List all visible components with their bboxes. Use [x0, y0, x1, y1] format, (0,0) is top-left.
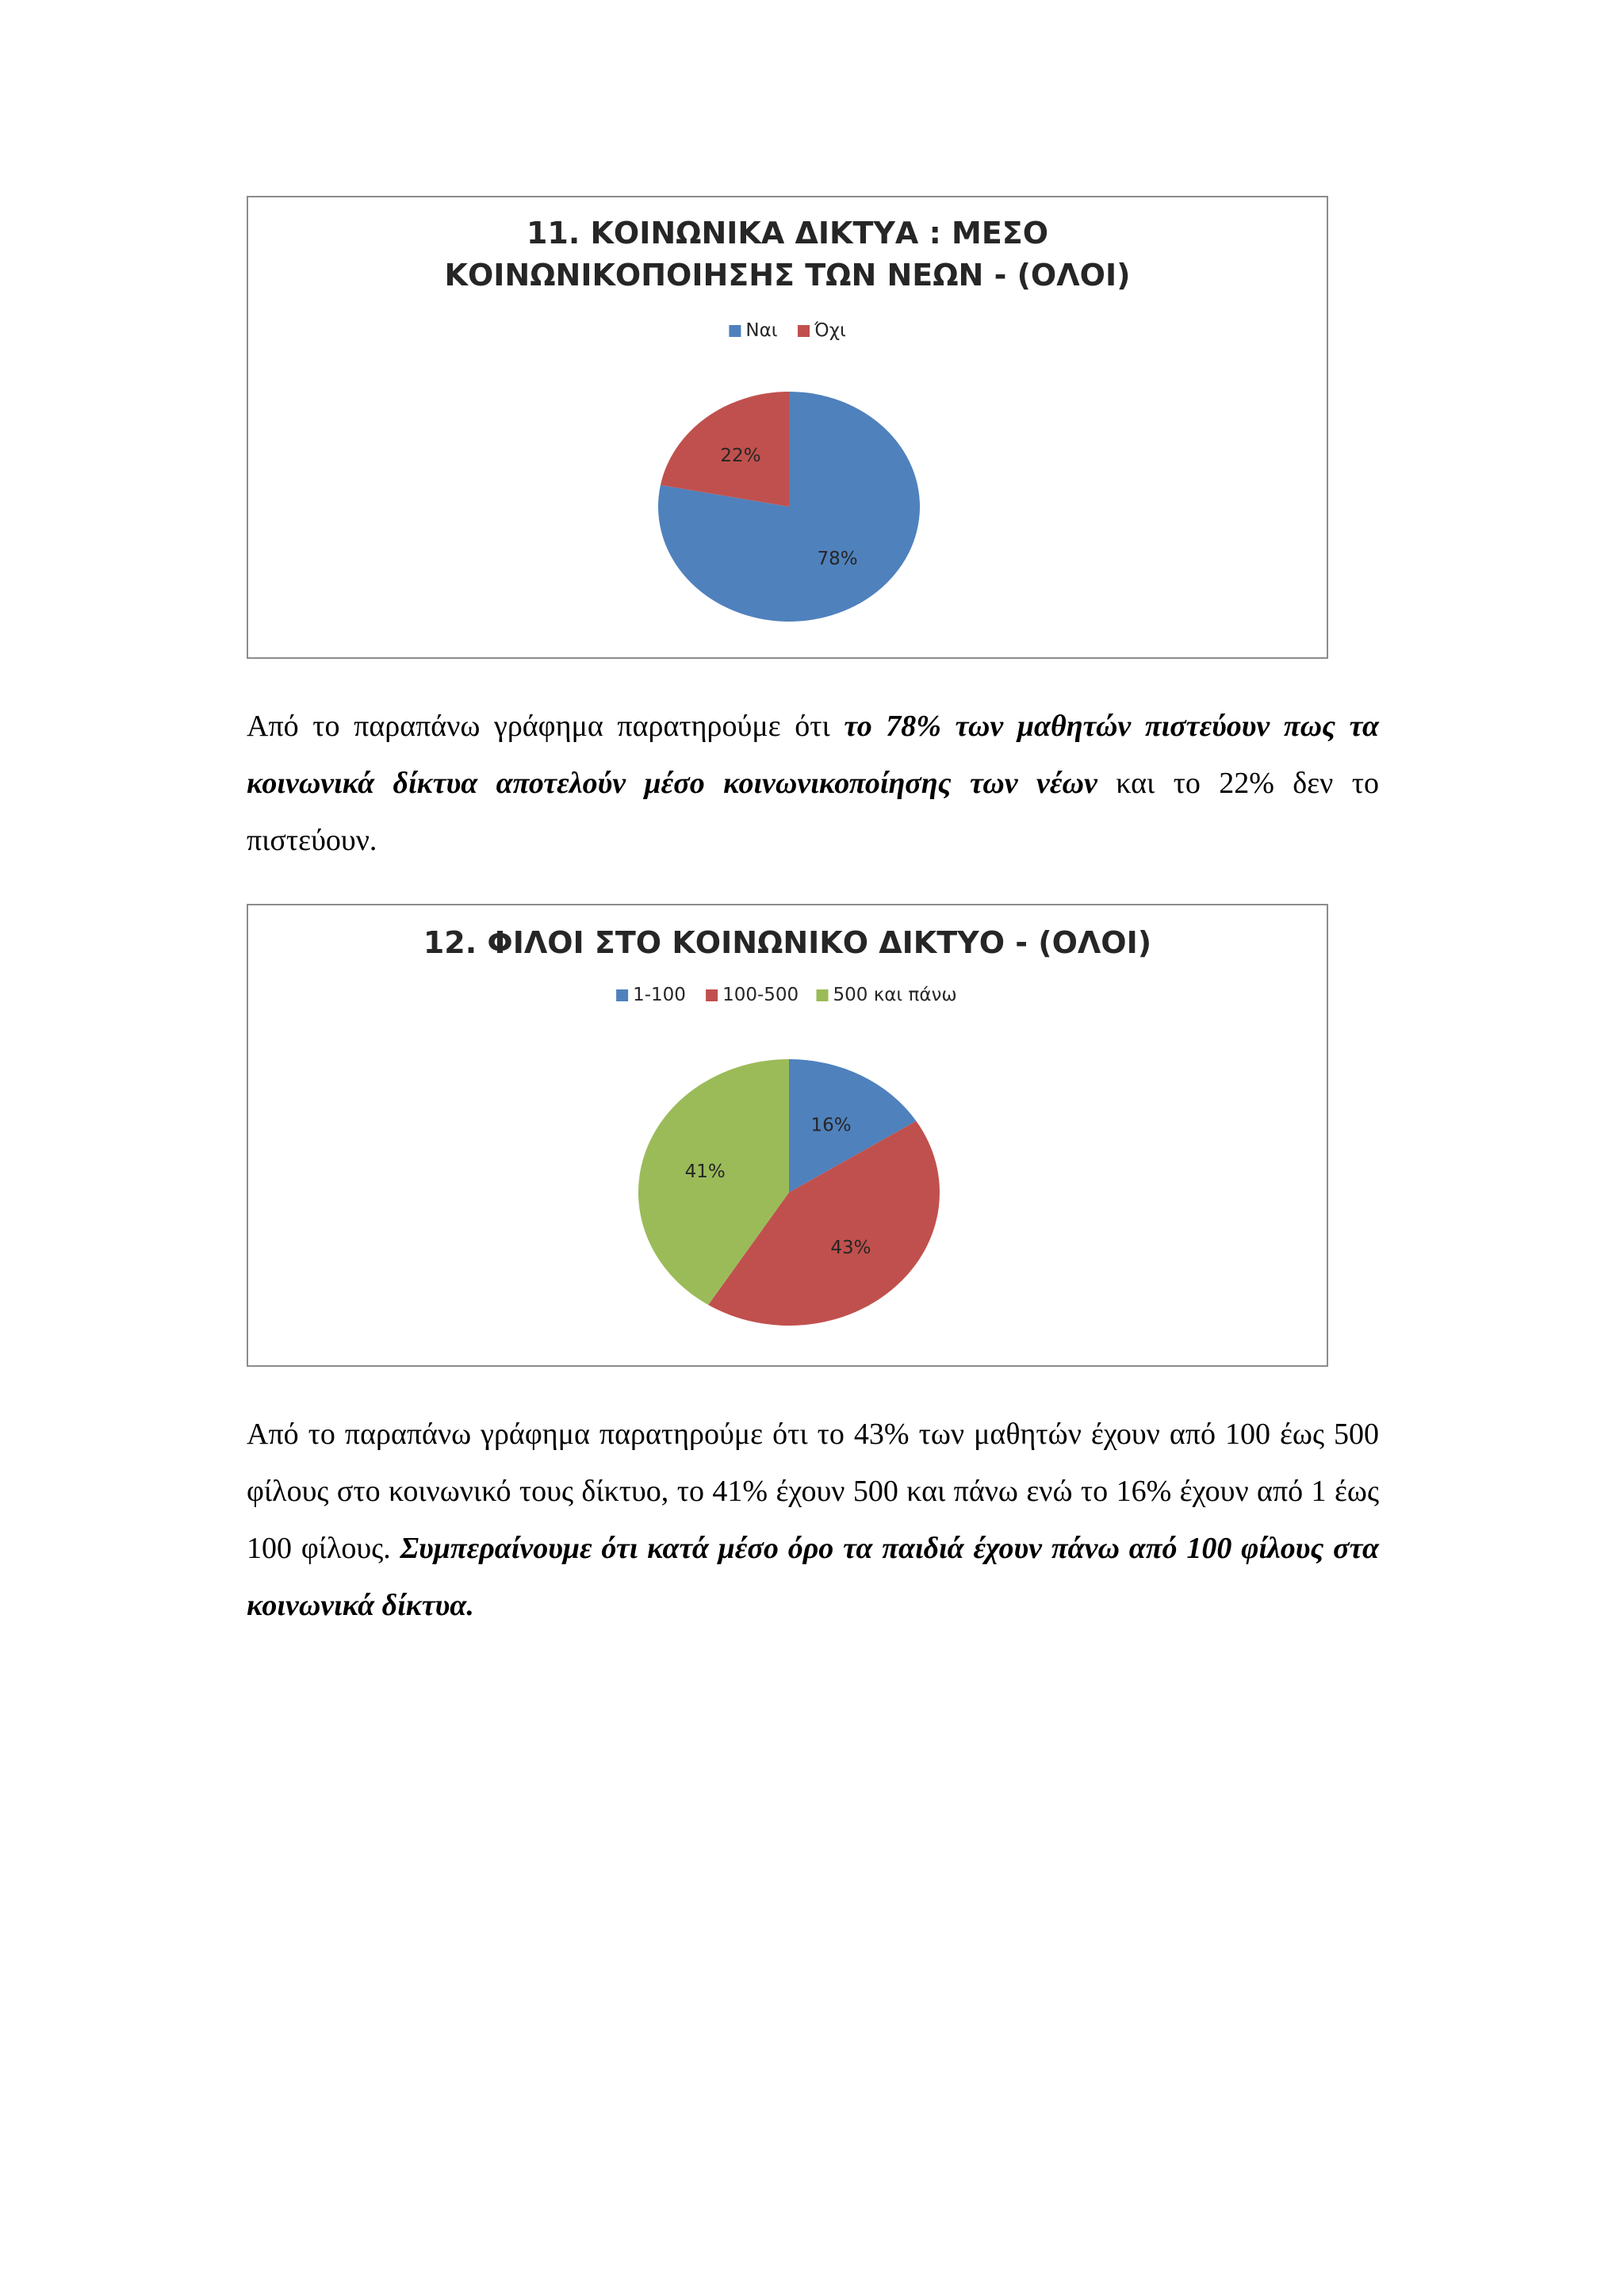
chart-2-legend-swatch-1 — [616, 989, 628, 1001]
chart-2-data-label-3: 41% — [684, 1161, 726, 1182]
paragraph-2-emphasis: Συμπεραίνουμε ότι κατά μέσο όρο τα παιδιά έχουν πάνω από 100 φίλους στα κοινωνικά δίκτυα. — [247, 1532, 1380, 1622]
chart-1-data-label-1: 78% — [817, 548, 858, 569]
paragraph-2-text-a: Από το παραπάνω γράφημα παρατηρούμε ότι το 43% των μαθητών έχουν από 100 έως 500 φίλους στο κοινωνικό τους δίκτυο, το 41% έχουν 500 και πάνω ενώ το 16% έχουν από 1 έως 100 φίλους. — [247, 1418, 1379, 1565]
paragraph-1-text-a: Από το παραπάνω γράφημα παρατηρούμε ότι — [247, 710, 845, 743]
chart-1-legend-label-1: Ναι — [745, 320, 778, 341]
chart-2-legend-label-2: 100-500 — [722, 985, 799, 1005]
chart-1-title-line-2: ΚΟΙΝΩΝΙΚΟΠΟΙΗΣΗΣ ΤΩΝ ΝΕΩΝ - (ΟΛΟΙ) — [444, 258, 1131, 293]
chart-2-legend-item-2 — [706, 985, 799, 1005]
chart-friends-in-network — [247, 904, 1328, 1367]
chart-2-data-label-1: 16% — [810, 1115, 852, 1136]
chart-2-legend-swatch-3 — [817, 989, 829, 1001]
paragraph-1-text-c: και το 22% δεν το πιστεύουν. — [247, 767, 1380, 857]
chart-1-data-label-2: 22% — [720, 446, 761, 467]
chart-2-legend-label-3: 500 και πάνω — [833, 985, 957, 1005]
chart-2-legend-item-3 — [817, 985, 957, 1005]
paragraph-chart-1 — [247, 698, 1379, 869]
chart-1-legend-swatch-2 — [798, 325, 810, 337]
pie-chart-1 — [248, 197, 1327, 657]
paragraph-1-emphasis: το 78% των μαθητών πιστεύουν πως τα κοινωνικά δίκτυα αποτελούν μέσο κοινωνικοποίησης των νέων — [247, 710, 1379, 800]
chart-1-legend-item-1 — [729, 320, 777, 341]
chart-1-title-line-1: 11. ΚΟΙΝΩΝΙΚΑ ΔΙΚΤΥΑ : ΜΕΣΟ — [526, 216, 1049, 251]
chart-2-title-line-1: 12. ΦΙΛΟΙ ΣΤΟ ΚΟΙΝΩΝΙΚΟ ΔΙΚΤΥΟ - (ΟΛΟΙ) — [423, 925, 1152, 960]
chart-2-legend-label-1: 1-100 — [633, 985, 686, 1005]
chart-2-data-label-2: 43% — [830, 1237, 871, 1258]
pie-chart-2 — [248, 905, 1327, 1365]
chart-1-legend-label-2: Όχι — [814, 320, 846, 341]
chart-2-legend-swatch-2 — [706, 989, 718, 1001]
chart-1-legend-swatch-1 — [729, 325, 741, 337]
chart-2-legend-item-1 — [616, 985, 686, 1005]
chart-1-legend-item-2 — [798, 320, 846, 341]
chart-friendly-networks-socialization — [247, 196, 1328, 659]
paragraph-chart-2 — [247, 1406, 1379, 1634]
